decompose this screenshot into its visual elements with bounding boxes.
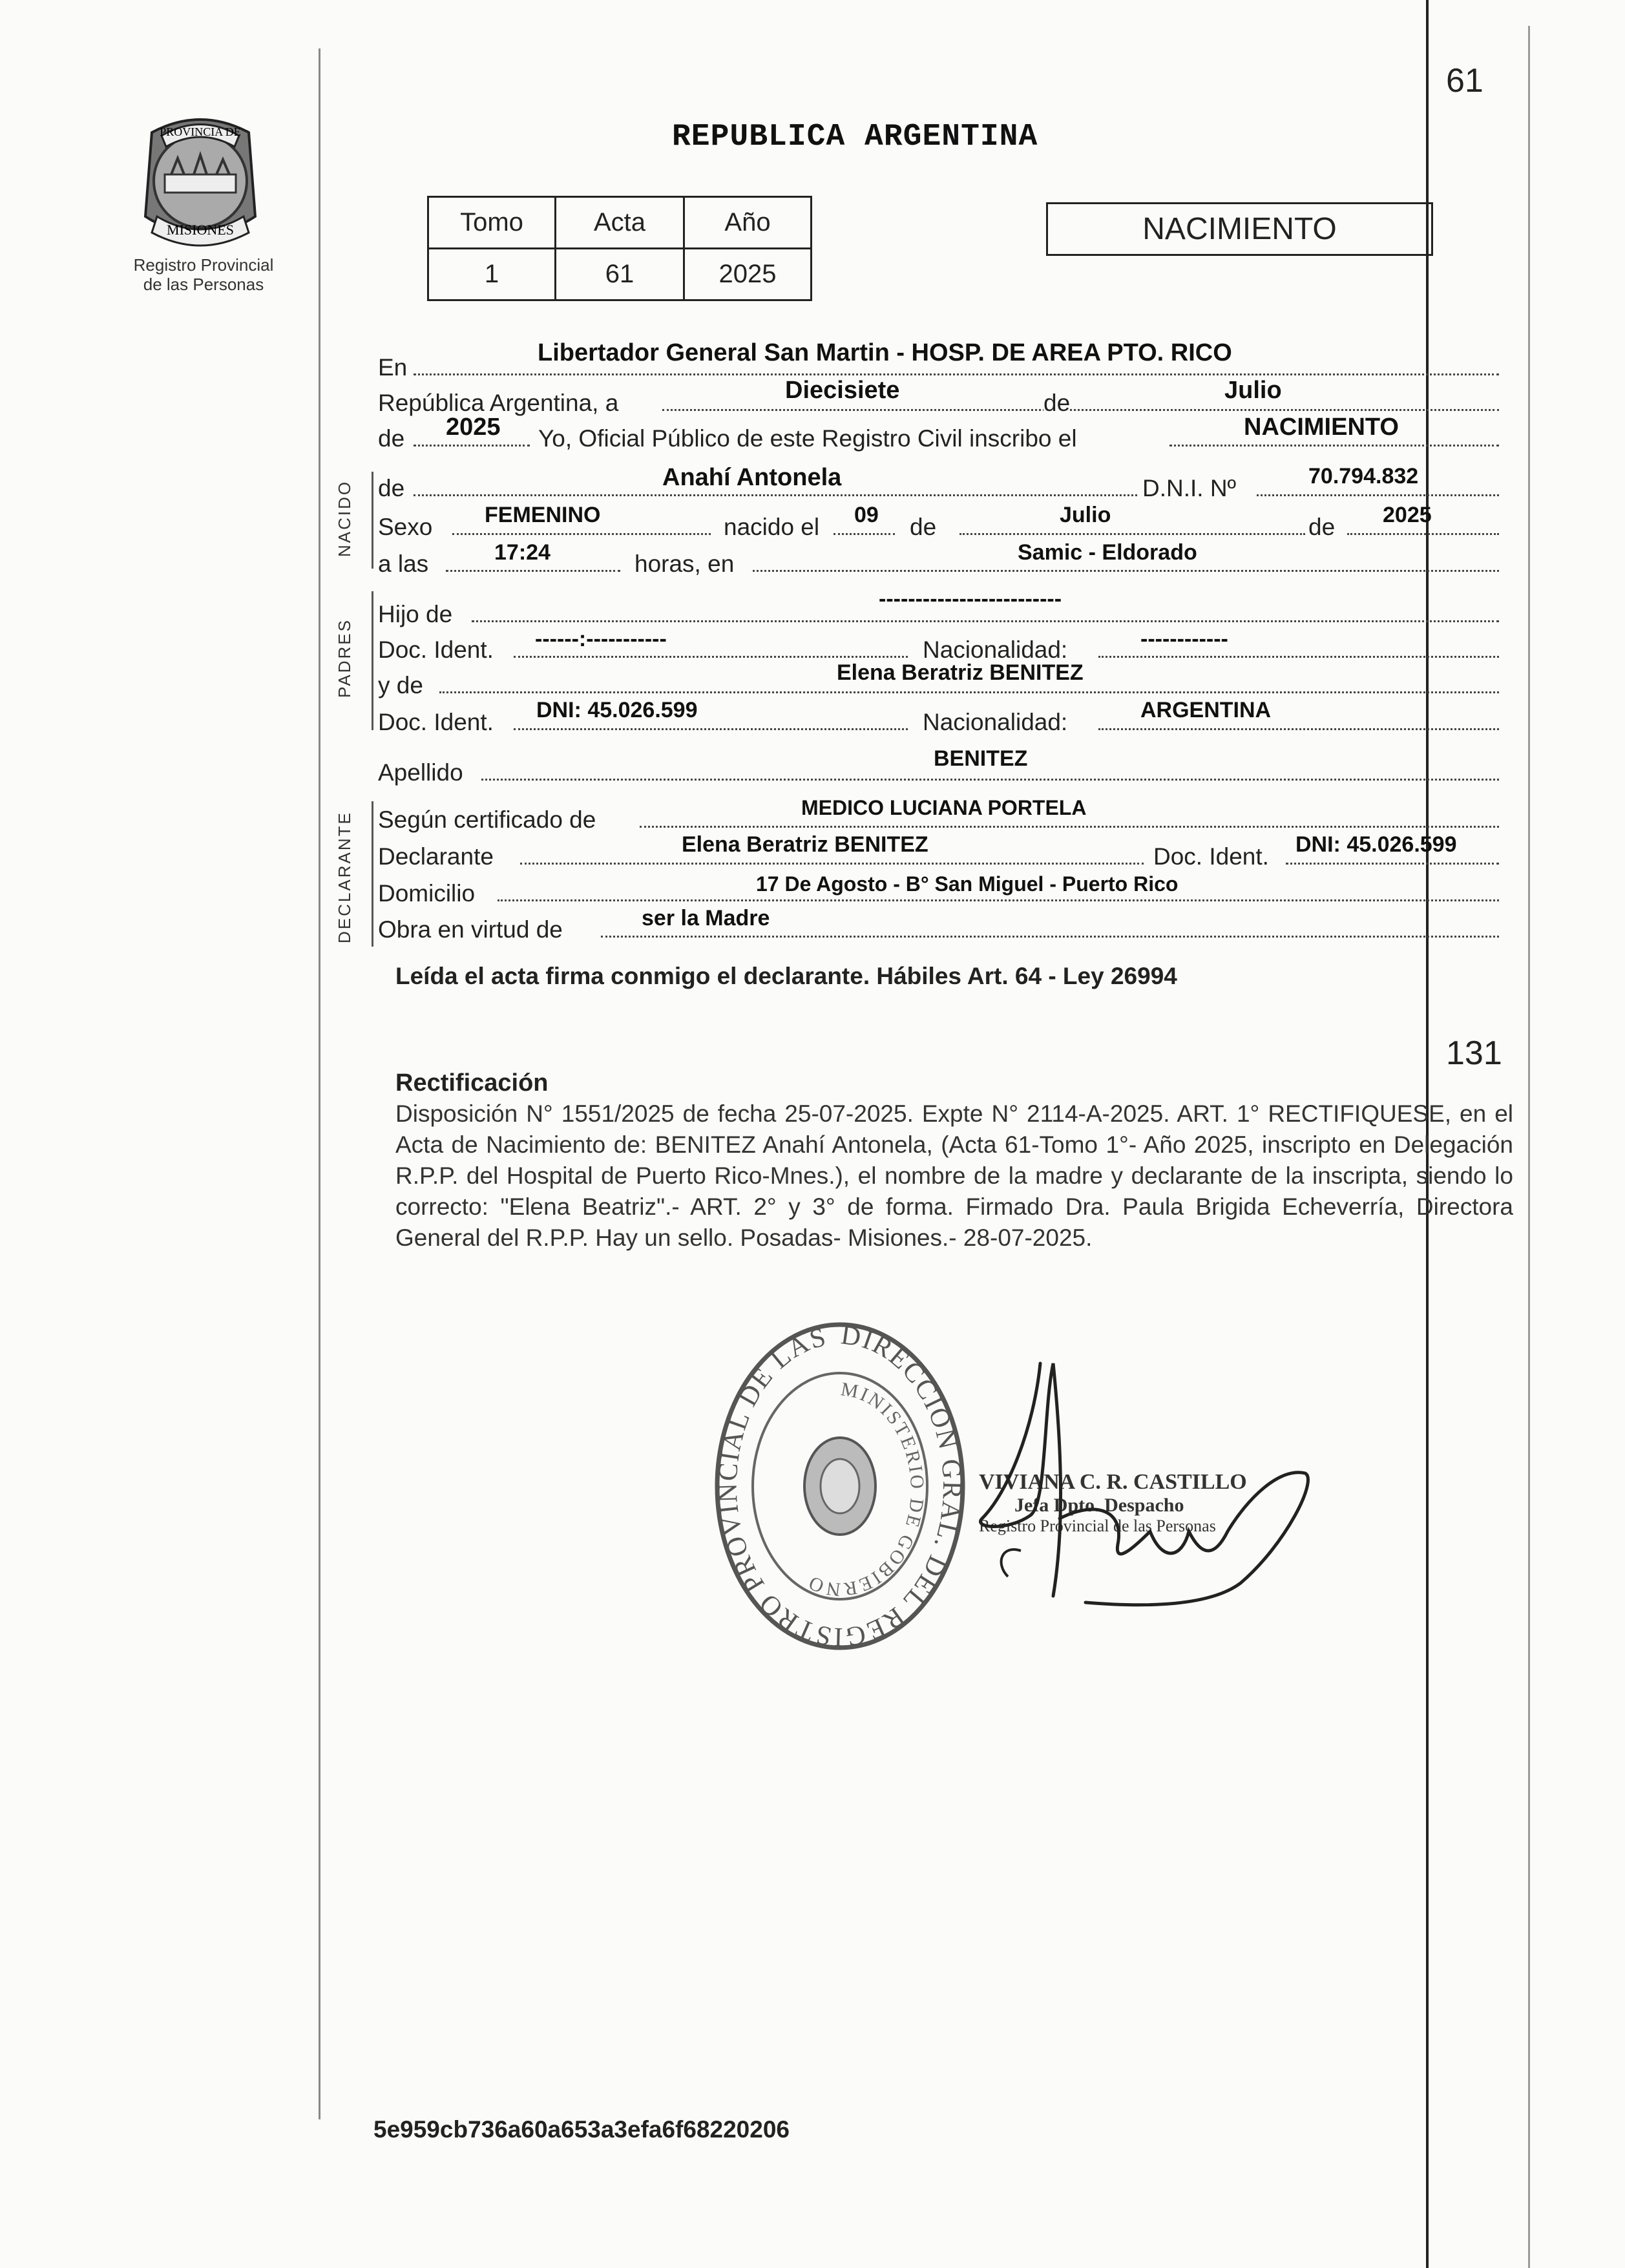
republica-dots xyxy=(662,409,1499,411)
province-coat-of-arms-logo xyxy=(126,107,275,255)
closing-statement: Leída el acta firma conmigo el declarante. Hábiles Art. 64 - Ley 26994 xyxy=(395,963,1177,989)
oficial-text: Yo, Oficial Público de este Registro Civil inscribo el xyxy=(538,425,1077,452)
svg-text:PROVINCIA DE: PROVINCIA DE xyxy=(160,125,241,138)
day-words-value: Diecisiete xyxy=(785,377,900,404)
nacido-el-label: nacido el xyxy=(724,514,820,540)
father-doc-dots xyxy=(514,656,908,658)
de-label-1: de xyxy=(1043,390,1071,416)
obra-dots xyxy=(601,936,1499,938)
logo-caption xyxy=(107,255,300,294)
father-nat-label: Nacionalidad: xyxy=(923,636,1068,663)
padres-side-label: PADRES xyxy=(335,618,354,698)
sexo-value: FEMENINO xyxy=(485,503,601,527)
birth-de-label-1: de xyxy=(910,514,937,540)
sexo-dots xyxy=(452,533,711,535)
document-hash: 5e959cb736a60a653a3efa6f68220206 xyxy=(373,2116,790,2143)
de-label-2: de xyxy=(378,425,405,452)
year-dots xyxy=(414,445,530,446)
name-dots xyxy=(414,494,1137,496)
year-value: 2025 xyxy=(446,414,501,441)
y-de-label: y de xyxy=(378,672,423,698)
obra-value: ser la Madre xyxy=(642,906,770,930)
obra-label: Obra en virtud de xyxy=(378,916,563,943)
birth-time-value: 17:24 xyxy=(494,540,550,565)
name-value: Anahí Antonela xyxy=(662,464,842,491)
domicilio-label: Domicilio xyxy=(378,880,476,907)
svg-text:MINISTERIO DE GOBIERNO: MINISTERIO DE GOBIERNO xyxy=(804,1378,928,1601)
dni-dots xyxy=(1257,494,1499,496)
left-margin-line xyxy=(319,48,320,2119)
declarante-label: Declarante xyxy=(378,843,494,870)
nacido-side-label: NACIDO xyxy=(335,479,354,557)
declarante-side-label: DECLARANTE xyxy=(335,811,354,943)
month-value: Julio xyxy=(1224,377,1282,404)
birth-day-value: 09 xyxy=(854,503,879,527)
padres-bracket xyxy=(372,591,373,730)
handwritten-signature xyxy=(969,1350,1331,1622)
acta-value: 61 xyxy=(556,249,684,300)
apellido-label: Apellido xyxy=(378,759,463,786)
record-type-box: NACIMIENTO xyxy=(1046,202,1433,256)
father-value: ------------------------- xyxy=(879,587,1062,611)
declarante-doc-label: Doc. Ident. xyxy=(1153,843,1269,870)
country-title: REPUBLICA ARGENTINA xyxy=(672,120,1038,154)
stamp-office: Registro Provincial de las Personas xyxy=(979,1517,1216,1535)
place-value: Libertador General San Martin - HOSP. DE AREA PTO. RICO xyxy=(538,339,1232,366)
declarante-value: Elena Beratriz BENITEZ xyxy=(682,832,928,857)
domicilio-dots xyxy=(498,899,1499,901)
anio-value: 2025 xyxy=(684,249,812,300)
rectificacion-title: Rectificación xyxy=(395,1069,549,1097)
birth-month-value: Julio xyxy=(1060,503,1111,527)
hijo-de-label: Hijo de xyxy=(378,601,453,627)
father-dots xyxy=(472,620,1499,622)
father-nat-value: ------------ xyxy=(1140,627,1228,651)
father-doc-value: ------:----------- xyxy=(535,627,667,651)
sexo-label: Sexo xyxy=(378,514,433,540)
apellido-value: BENITEZ xyxy=(934,746,1028,771)
anio-header: Año xyxy=(684,197,812,249)
segun-label: Según certificado de xyxy=(378,806,596,833)
svg-text:DIRECCION GRAL. DEL REGISTRO P: DIRECCION GRAL. DEL REGISTRO PROVINCIAL DE LAS xyxy=(713,1320,967,1652)
declarante-dots xyxy=(520,863,1144,865)
svg-text:MISIONES: MISIONES xyxy=(167,222,234,238)
acta-header: Acta xyxy=(556,197,684,249)
mother-dots xyxy=(439,691,1499,693)
mother-doc-label: Doc. Ident. xyxy=(378,709,494,735)
birth-day-dots xyxy=(833,533,895,535)
birth-year-dots xyxy=(1347,533,1499,535)
mother-nat-value: ARGENTINA xyxy=(1140,698,1272,722)
republica-label: República Argentina, a xyxy=(378,390,619,416)
tomo-header: Tomo xyxy=(428,197,556,249)
tomo-acta-anio-table xyxy=(427,196,812,301)
rectification-number: 131 xyxy=(1446,1034,1502,1072)
birth-de-label-2: de xyxy=(1308,514,1336,540)
stamp-name: VIVIANA C. R. CASTILLO xyxy=(979,1470,1247,1494)
en-label: En xyxy=(378,354,408,381)
stamp-title: Jefa Dpto. Despacho xyxy=(1014,1495,1184,1516)
mother-value: Elena Beratriz BENITEZ xyxy=(837,660,1084,685)
oficial-dots xyxy=(1169,445,1499,446)
declarante-bracket xyxy=(372,801,373,947)
certificado-value: MEDICO LUCIANA PORTELA xyxy=(801,796,1087,819)
segun-dots xyxy=(640,826,1499,828)
name-de-label: de xyxy=(378,475,405,501)
mother-nat-label: Nacionalidad: xyxy=(923,709,1068,735)
father-doc-label: Doc. Ident. xyxy=(378,636,494,663)
birth-place-dots xyxy=(753,570,1499,572)
tomo-value: 1 xyxy=(428,249,556,300)
rectificacion-body: Disposición N° 1551/2025 de fecha 25-07-2025. Expte N° 2114-A-2025. ART. 1° RECTIFIQUESE, en el Acta de Nacimiento de: BENITEZ Anahí Antonela, (Acta 61-Tomo 1°- Año 2025, inscripto en Delegación R.P.P. del Hospital de Puerto Rico-Mnes.), el nombre de la madre y declarante de la inscripta, siendo lo correcto: "Elena Beatriz".- ART. 2° y 3° de forma. Firmado Dra. Paula Brigida Echeverría, Directora General del R.P.P. Hay un sello. Posadas- Misiones.- 28-07-2025. xyxy=(395,1100,1513,1251)
page-number: 61 xyxy=(1446,62,1483,100)
a-las-label: a las xyxy=(378,551,429,577)
mother-doc-value: DNI: 45.026.599 xyxy=(536,698,698,722)
dni-label: D.N.I. Nº xyxy=(1142,475,1237,501)
mother-doc-dots xyxy=(514,728,908,730)
official-seal xyxy=(704,1312,976,1674)
inscribe-type-value: NACIMIENTO xyxy=(1244,414,1399,441)
en-dots xyxy=(414,373,1499,375)
right-margin-line xyxy=(1528,26,1530,2268)
logo-caption-line1: Registro Provincial xyxy=(133,255,274,275)
declarante-doc-dots xyxy=(1286,863,1499,865)
dni-value: 70.794.832 xyxy=(1308,464,1419,488)
time-dots xyxy=(446,570,620,572)
declarante-doc-value: DNI: 45.026.599 xyxy=(1295,832,1457,857)
domicilio-value: 17 De Agosto - B° San Miguel - Puerto Rico xyxy=(756,872,1179,896)
birth-year-value: 2025 xyxy=(1383,503,1432,527)
mother-nat-dots xyxy=(1098,728,1499,730)
birth-place-value: Samic - Eldorado xyxy=(1018,540,1197,565)
horas-label: horas, en xyxy=(634,551,735,577)
nacido-bracket xyxy=(372,472,373,569)
apellido-dots xyxy=(481,779,1499,781)
birth-month-dots xyxy=(959,533,1305,535)
father-nat-dots xyxy=(1098,656,1499,658)
logo-caption-line2: de las Personas xyxy=(143,275,264,294)
